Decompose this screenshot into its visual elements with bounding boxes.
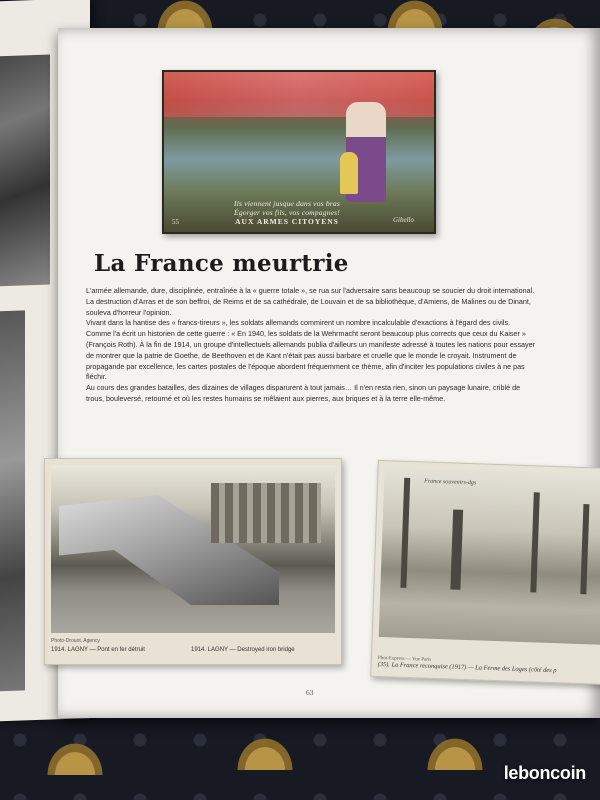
fire-sky bbox=[164, 72, 434, 117]
postcard-caption-fr: 1914. LAGNY — Pont en fer détruit bbox=[51, 647, 145, 653]
postcard-number: 55 bbox=[172, 218, 179, 226]
page-number: 63 bbox=[306, 688, 314, 697]
fan-pattern bbox=[40, 735, 110, 775]
postcard-overlay-title: France souvenirs-dgs bbox=[424, 478, 477, 487]
postcard-caption-line: Ils viennent jusque dans vos bras bbox=[234, 199, 340, 208]
postcard-footer bbox=[51, 638, 335, 658]
leboncoin-watermark: leboncoin bbox=[503, 763, 586, 783]
postcard-caption-en: 1914. LAGNY — Destroyed iron bridge bbox=[191, 647, 295, 653]
postcard-caption-line: AUX ARMES CITOYENS bbox=[235, 217, 339, 226]
postcard-publisher: Photo-Drouot, Agency bbox=[51, 638, 100, 644]
left-page-photo bbox=[0, 310, 25, 692]
dead-tree bbox=[530, 492, 539, 592]
postcard-ferme-des-loges bbox=[370, 460, 600, 685]
section-title: La France meurtrie bbox=[94, 250, 349, 277]
dead-tree bbox=[450, 510, 463, 590]
section-body bbox=[86, 286, 536, 405]
dead-tree bbox=[400, 478, 410, 588]
paragraph: Au cours des grandes batailles, des dizaines de villages disparurent à tout jamais… Il n'en resta rien, sinon un paysage lunaire, criblé de trous, bouleversé, retourné et où les restes humains se mêlaient aux pierres, aux briques et à la terre elle-même. bbox=[86, 383, 521, 403]
postcard-signature: Gibello bbox=[393, 216, 414, 224]
postcard-caption-line: Égorger vos fils, vos compagnes! bbox=[234, 208, 340, 217]
bridge-photo bbox=[51, 465, 335, 633]
postcard-publisher: Phot-Express — Vue Paris bbox=[377, 655, 432, 663]
propaganda-postcard bbox=[162, 70, 436, 234]
book-page bbox=[51, 28, 600, 718]
postcard-caption bbox=[202, 199, 372, 226]
postcard-figure-child bbox=[340, 152, 358, 194]
fan-pattern bbox=[420, 730, 490, 770]
riverside-building bbox=[211, 483, 321, 543]
paragraph: L'armée allemande, dure, disciplinée, entraînée à la « guerre totale », se rua sur l'adversaire sans beaucoup se soucier du droit international. La destruction d'Arras et de son beffroi, de Reims et de sa cathédrale, de Louvain et de sa bibliothèque, d'Amiens, de Malines ou de Dinant, souleva d'horreur l'opinion. bbox=[86, 286, 535, 317]
fan-pattern bbox=[230, 730, 300, 770]
postcard-lagny-bridge bbox=[44, 458, 342, 665]
postcard-caption: (35). La France reconquise (1917) — La Ferme des Loges (côté des p bbox=[377, 660, 557, 675]
dead-tree bbox=[580, 504, 589, 594]
ruins-photo bbox=[379, 467, 600, 645]
left-page-photo bbox=[0, 54, 50, 286]
paragraph: Vivant dans la hantise des « francs-tireurs », les soldats allemands commirent un nombre incalculable d'exactions à l'égard des civils. Comme l'a écrit un historien de cette guerre : « En 1940, les soldats de la Wehrmacht seront beaucoup plus corrects que ceux du Kaiser » (François Roth). À la fin de 1914, un groupe d'intellectuels allemands publia d'ailleurs un manifeste adressé à toutes les nations pour essayer de montrer que la patrie de Goethe, de Beethoven et de Kant n'était pas aussi barbare et cruelle que le monde le croyait. Instrument de propagande par excellence, les cartes postales de l'époque abordent fréquemment ce thème, afin d'inciter les populations civiles à ne pas fléchir. bbox=[86, 318, 536, 382]
postcard-footer bbox=[378, 656, 600, 676]
